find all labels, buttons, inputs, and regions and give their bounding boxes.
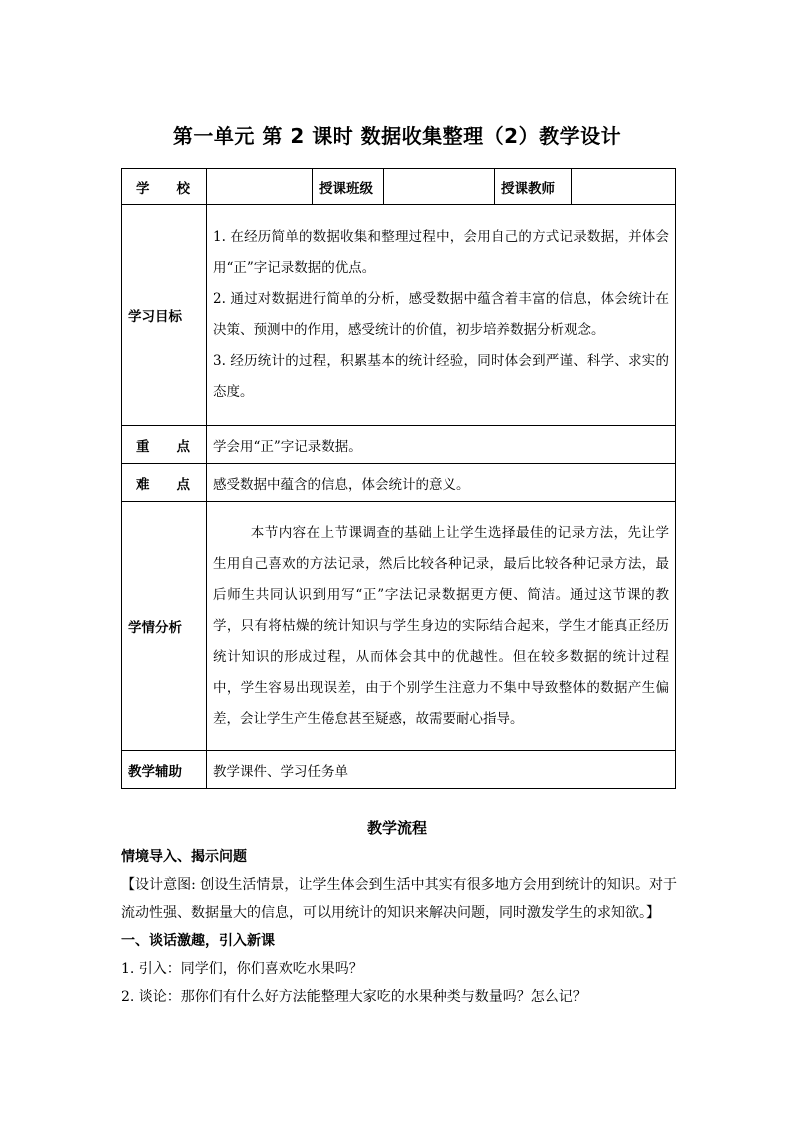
class-label-cell: 授课班级 bbox=[313, 169, 384, 205]
difficulty-value-cell: 感受数据中蕴含的信息，体会统计的意义。 bbox=[207, 464, 676, 502]
objectives-label-cell: 学习目标 bbox=[122, 205, 207, 426]
key-point-label-cell: 重 点 bbox=[122, 426, 207, 464]
aids-label-cell: 教学辅助 bbox=[122, 751, 207, 789]
objective-item: 3. 经历统计的过程，积累基本的统计经验，同时体会到严谨、科学、求实的态度。 bbox=[213, 353, 669, 400]
difficulty-label-cell: 难 点 bbox=[122, 464, 207, 502]
analysis-label-cell: 学情分析 bbox=[122, 502, 207, 751]
teacher-label-cell: 授课教师 bbox=[495, 169, 572, 205]
objective-item: 2. 通过对数据进行简单的分析，感受数据中蕴含着丰富的信息，体会统计在决策、预测中的作用，感受统计的价值，初步培养数据分析观念。 bbox=[213, 291, 669, 338]
step-item: 2. 谈论：那你们有什么好方法能整理大家吃的水果种类与数量吗？怎么记？ bbox=[121, 989, 587, 1005]
analysis-content-cell bbox=[207, 502, 676, 751]
school-label: 学 校 bbox=[136, 180, 190, 197]
aids-value-cell: 教学课件、学习任务单 bbox=[207, 751, 676, 789]
teacher-value-cell bbox=[572, 169, 676, 205]
teaching-flow-heading: 教学流程 bbox=[366, 819, 427, 837]
table-row bbox=[122, 169, 676, 205]
table-row bbox=[122, 464, 676, 502]
step-item: 1. 引入：同学们，你们喜欢吃水果吗？ bbox=[121, 961, 363, 977]
design-intent-text: 【设计意图: 创设生活情景，让学生体会到生活中其实有很多地方会用到统计的知识。对于流动性强、数据量大的信息，可以用统计的知识来解决问题，同时激发学生的求知欲。】 bbox=[121, 877, 677, 921]
table-row bbox=[122, 426, 676, 464]
section-heading-intro: 情境导入、揭示问题 bbox=[121, 849, 247, 865]
table-row bbox=[122, 502, 676, 751]
key-point-value-cell: 学会用“正”字记录数据。 bbox=[207, 426, 676, 464]
class-value-cell bbox=[384, 169, 495, 205]
objectives-content-cell bbox=[207, 205, 676, 426]
analysis-text: 本节内容在上节课调查的基础上让学生选择最佳的记录方法，先让学生用自己喜欢的方法记录，然后比较各种记录，最后比较各种记录方法，最后师生共同认识到用写“正”字法记录数据更方便、简洁。通过这节课的教学，只有将枯燥的统计知识与学生身边的实际结合起来，学生才能真正经历统计知识的形成过程，从而体会其中的优越性。但在较多数据的统计过程中，学生容易出现误差，由于个别学生注意力不集中导致整体的数据产生偏差，会让学生产生倦怠甚至疑惑，故需要耐心指导。 bbox=[213, 524, 669, 727]
teaching-flow-body bbox=[121, 843, 677, 1011]
table-row bbox=[122, 205, 676, 426]
subsection-heading: 一、谈话激趣，引入新课 bbox=[121, 933, 275, 949]
school-label-cell bbox=[122, 169, 207, 205]
lesson-info-table bbox=[121, 168, 676, 789]
school-value-cell bbox=[207, 169, 313, 205]
document-title: 第一单元 第 2 课时 数据收集整理（2）教学设计 bbox=[172, 124, 622, 148]
objective-item: 1. 在经历简单的数据收集和整理过程中，会用自己的方式记录数据，并体会用“正”字记录数据的优点。 bbox=[213, 229, 669, 276]
table-row bbox=[122, 751, 676, 789]
